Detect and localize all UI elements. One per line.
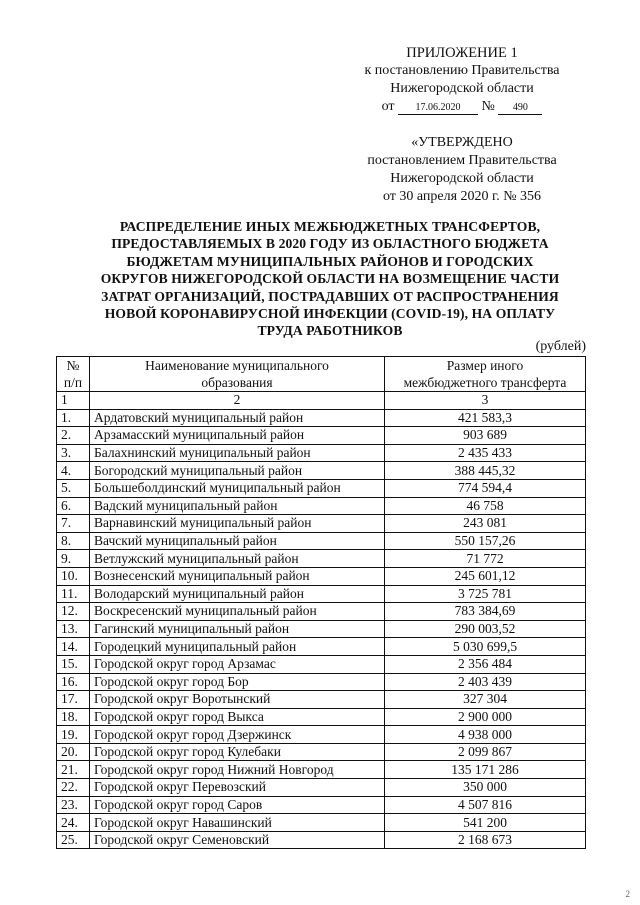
row-number: 16.	[57, 673, 90, 691]
title-line: ЗАТРАТ ОРГАНИЗАЦИЙ, ПОСТРАДАВШИХ ОТ РАСПРОСТРАНЕНИЯ	[101, 288, 559, 304]
row-number: 14.	[57, 638, 90, 656]
row-number: 3.	[57, 444, 90, 462]
municipality-name: Городской округ Перевозский	[90, 779, 385, 797]
transfer-amount: 550 157,26	[385, 532, 586, 550]
document-title	[60, 218, 600, 340]
municipality-name: Ардатовский муниципальный район	[90, 409, 385, 427]
header-amount	[385, 357, 586, 392]
table-row	[57, 708, 586, 726]
table-row	[57, 673, 586, 691]
transfer-amount: 243 081	[385, 515, 586, 533]
table-row	[57, 550, 586, 568]
transfer-amount: 2 356 484	[385, 655, 586, 673]
title-line: БЮДЖЕТАМ МУНИЦИПАЛЬНЫХ РАЙОНОВ И ГОРОДСКИХ	[126, 253, 534, 269]
transfer-amount: 135 171 286	[385, 761, 586, 779]
title-line: ТРУДА РАБОТНИКОВ	[257, 323, 403, 339]
column-number: 2	[90, 392, 385, 410]
table-row	[57, 620, 586, 638]
header-municipality-line-1: Наименование муниципального	[145, 358, 329, 373]
approved-block	[352, 134, 572, 206]
transfer-amount: 327 304	[385, 691, 586, 709]
municipality-name: Городской округ город Саров	[90, 796, 385, 814]
municipality-name: Городской округ Семеновский	[90, 831, 385, 849]
transfer-amount: 2 168 673	[385, 831, 586, 849]
row-number: 23.	[57, 796, 90, 814]
municipality-name: Городской округ город Арзамас	[90, 655, 385, 673]
row-number: 21.	[57, 761, 90, 779]
transfer-amount: 290 003,52	[385, 620, 586, 638]
approved-line-1: «УТВЕРЖДЕНО	[411, 135, 513, 150]
header-amount-line-2: межбюджетного трансферта	[403, 375, 567, 390]
column-number: 3	[385, 392, 586, 410]
municipality-name: Городской округ город Кулебаки	[90, 743, 385, 761]
header-number	[57, 357, 90, 392]
table-row	[57, 796, 586, 814]
transfer-amount: 2 099 867	[385, 743, 586, 761]
header-municipality-line-2: образования	[201, 375, 273, 390]
municipality-name: Балахнинский муниципальный район	[90, 444, 385, 462]
title-line: РАСПРЕДЕЛЕНИЕ ИНЫХ МЕЖБЮДЖЕТНЫХ ТРАНСФЕРТОВ,	[119, 219, 541, 234]
row-number: 9.	[57, 550, 90, 568]
title-line: ПРЕДОСТАВЛЯЕМЫХ В 2020 ГОДУ ИЗ ОБЛАСТНОГО БЮДЖЕТА	[111, 236, 549, 252]
municipality-name: Большеболдинский муниципальный район	[90, 479, 385, 497]
row-number: 4.	[57, 462, 90, 480]
table-header-row	[57, 357, 586, 392]
appendix-header	[352, 44, 572, 116]
table-row	[57, 585, 586, 603]
appendix-date: 17.06.2020	[398, 102, 478, 115]
table-row	[57, 691, 586, 709]
approved-line-3: Нижегородской области	[390, 171, 534, 186]
table-row	[57, 427, 586, 445]
transfer-amount: 350 000	[385, 779, 586, 797]
row-number: 11.	[57, 585, 90, 603]
row-number: 12.	[57, 603, 90, 621]
municipality-name: Воскресенский муниципальный район	[90, 603, 385, 621]
municipality-name: Городской округ город Выкса	[90, 708, 385, 726]
table-body	[57, 409, 586, 849]
column-number: 1	[57, 392, 90, 410]
table-row	[57, 603, 586, 621]
transfer-amount: 421 583,3	[385, 409, 586, 427]
row-number: 10.	[57, 567, 90, 585]
row-number: 15.	[57, 655, 90, 673]
municipality-name: Арзамасский муниципальный район	[90, 427, 385, 445]
row-number: 7.	[57, 515, 90, 533]
municipality-name: Вадский муниципальный район	[90, 497, 385, 515]
transfer-amount: 71 772	[385, 550, 586, 568]
table-row	[57, 409, 586, 427]
table-row	[57, 779, 586, 797]
municipality-name: Городской округ Воротынский	[90, 691, 385, 709]
row-number: 5.	[57, 479, 90, 497]
title-line: ОКРУГОВ НИЖЕГОРОДСКОЙ ОБЛАСТИ НА ВОЗМЕЩЕНИЕ ЧАСТИ	[100, 271, 560, 287]
table-row	[57, 638, 586, 656]
transfer-amount: 3 725 781	[385, 585, 586, 603]
transfer-amount: 2 403 439	[385, 673, 586, 691]
municipality-name: Ветлужский муниципальный район	[90, 550, 385, 568]
appendix-number: 490	[498, 102, 542, 115]
header-municipality	[90, 357, 385, 392]
transfer-amount: 2 900 000	[385, 708, 586, 726]
table-row	[57, 761, 586, 779]
municipality-name: Городецкий муниципальный район	[90, 638, 385, 656]
table-row	[57, 462, 586, 480]
appendix-title: ПРИЛОЖЕНИЕ 1	[406, 45, 518, 61]
municipality-name: Городской округ Навашинский	[90, 814, 385, 832]
municipality-name: Гагинский муниципальный район	[90, 620, 385, 638]
municipality-name: Володарский муниципальный район	[90, 585, 385, 603]
table-row	[57, 567, 586, 585]
number-prefix: №	[481, 99, 495, 114]
row-number: 2.	[57, 427, 90, 445]
table-row	[57, 743, 586, 761]
column-number-row	[57, 392, 586, 410]
municipality-name: Богородский муниципальный район	[90, 462, 385, 480]
appendix-line-2: Нижегородской области	[390, 81, 534, 96]
header-amount-line-1: Размер иного	[446, 358, 524, 373]
transfers-table	[56, 356, 586, 849]
approved-line-2: постановлением Правительства	[367, 153, 557, 168]
row-number: 17.	[57, 691, 90, 709]
row-number: 22.	[57, 779, 90, 797]
date-prefix: от	[381, 99, 395, 114]
table-row	[57, 515, 586, 533]
municipality-name: Городской округ город Нижний Новгород	[90, 761, 385, 779]
row-number: 25.	[57, 831, 90, 849]
transfer-amount: 4 507 816	[385, 796, 586, 814]
row-number: 18.	[57, 708, 90, 726]
transfer-amount: 4 938 000	[385, 726, 586, 744]
table-row	[57, 814, 586, 832]
transfer-amount: 2 435 433	[385, 444, 586, 462]
municipality-name: Вачский муниципальный район	[90, 532, 385, 550]
transfer-amount: 245 601,12	[385, 567, 586, 585]
row-number: 13.	[57, 620, 90, 638]
header-number-line-1: №	[66, 358, 80, 373]
municipality-name: Городской округ город Дзержинск	[90, 726, 385, 744]
appendix-line-1: к постановлению Правительства	[364, 63, 560, 78]
row-number: 20.	[57, 743, 90, 761]
municipality-name: Городской округ город Бор	[90, 673, 385, 691]
header-number-line-2: п/п	[63, 375, 83, 390]
units-label: (рублей)	[535, 339, 586, 354]
table-row	[57, 655, 586, 673]
table-row	[57, 479, 586, 497]
approved-line-4: от 30 апреля 2020 г. № 356	[382, 189, 542, 204]
row-number: 6.	[57, 497, 90, 515]
table-row	[57, 497, 586, 515]
page-corner-mark: 2	[625, 889, 630, 899]
municipality-name: Варнавинский муниципальный район	[90, 515, 385, 533]
title-line: НОВОЙ КОРОНАВИРУСНОЙ ИНФЕКЦИИ (COVID-19), НА ОПЛАТУ	[104, 306, 556, 322]
table-row	[57, 726, 586, 744]
row-number: 1.	[57, 409, 90, 427]
row-number: 24.	[57, 814, 90, 832]
transfer-amount: 774 594,4	[385, 479, 586, 497]
transfer-amount: 783 384,69	[385, 603, 586, 621]
municipality-name: Вознесенский муниципальный район	[90, 567, 385, 585]
table-row	[57, 831, 586, 849]
transfer-amount: 541 200	[385, 814, 586, 832]
row-number: 19.	[57, 726, 90, 744]
table-row	[57, 444, 586, 462]
transfer-amount: 5 030 699,5	[385, 638, 586, 656]
transfer-amount: 46 758	[385, 497, 586, 515]
transfer-amount: 388 445,32	[385, 462, 586, 480]
row-number: 8.	[57, 532, 90, 550]
table-row	[57, 532, 586, 550]
appendix-date-line	[352, 98, 572, 116]
transfer-amount: 903 689	[385, 427, 586, 445]
